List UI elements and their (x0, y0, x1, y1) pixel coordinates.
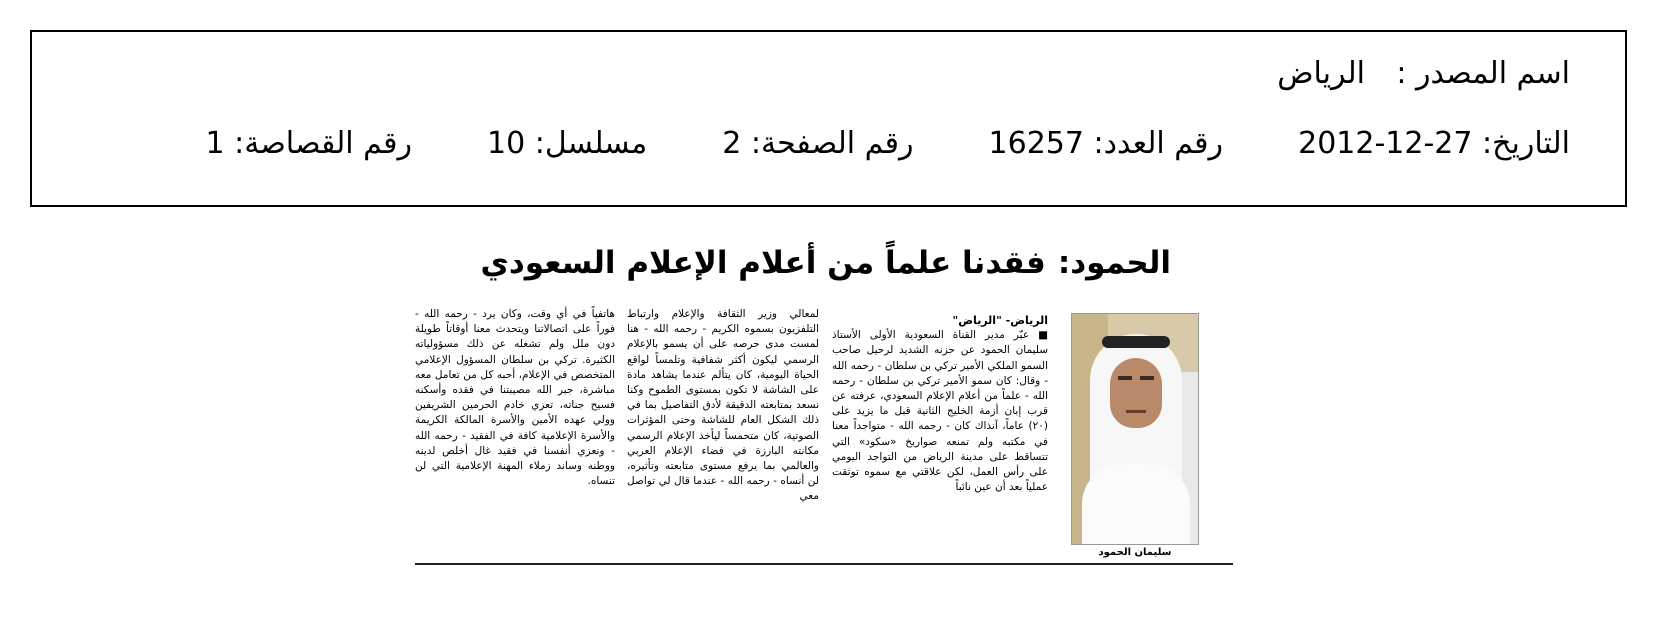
date-value: 2012-12-27 (1298, 126, 1473, 161)
source-label: اسم المصدر : (1396, 56, 1570, 91)
clip-number-label: رقم القصاصة: (234, 126, 412, 161)
serial-label: مسلسل: (534, 126, 648, 161)
headline-colon: : (1057, 245, 1071, 281)
article-column-2 (627, 307, 819, 505)
photo-face (1110, 358, 1162, 428)
photo-brow-left (1118, 376, 1132, 380)
article-headline (480, 245, 1171, 281)
bottom-rule (415, 563, 1233, 565)
headline-text: فقدنا علماً من أعلام الإعلام السعودي (480, 245, 1046, 281)
article-dateline: الرياض- "الرياض" (952, 314, 1048, 327)
photo-brow-right (1140, 376, 1154, 380)
serial-value: 10 (487, 126, 526, 161)
photo-agal (1102, 336, 1170, 348)
page-value: 2 (722, 126, 742, 161)
issue-value: 16257 (988, 126, 1084, 161)
clip-number-value: 1 (205, 126, 225, 161)
article-column-3 (415, 307, 615, 489)
article-column-1-text: ■ عبّر مدير القناة السعودية الأولى الأستاذ سليمان الحمود عن حزنه الشديد لرحيل صاحب السمو الملكي الأمير تركي بن سلطان - رحمه الله - وقال: كان سمو الأمير تركي بن سلطان - رحمه الله - علماً من أعلام الإعلام السعودي، عرفته عن قرب إبان أزمة الخليج الثانية قبل ما يزيد على (٢٠) عاماً، آنذاك كان - رحمه الله - متواجداً معنا في مكتبه ولم تمنعه صواريخ «سكود» التي تتساقط على مدينة الرياض من التواجد اليومي على رأس العمل، لكن علاقتي مع سموه توثقت عملياً بعد أن عين نائباً (832, 329, 1048, 494)
article-column-1 (832, 313, 1048, 495)
photo-mouth (1126, 410, 1146, 413)
details-row (206, 126, 1571, 161)
issue-label: رقم العدد: (1093, 126, 1224, 161)
clipping-metadata-box (30, 30, 1627, 207)
headline-name: الحمود (1070, 245, 1171, 281)
page-label: رقم الصفحة: (750, 126, 914, 161)
date-label: التاريخ: (1482, 126, 1570, 161)
source-value: الرياض (1277, 56, 1365, 91)
source-row (1277, 56, 1570, 91)
photo-caption: سليمان الحمود (1098, 547, 1172, 558)
article-column-3-text: هاتفياً في أي وقت، وكان يرد - رحمه الله - فوراً على اتصالاتنا ويتحدث معنا أوقاتاً طويلة دون ملل ولم تشغله عن ذلك مسؤولياته الكثيرة. تركي بن سلطان المسؤول الإعلامي المتخصص في الإعلام، أحبه كل من تعامل معه مباشرة، جبر الله مصيبتنا في فقده وأسكنه فسيح جناته، تعزي خادم الحرمين الشريفين وولي عهده الأمين والأسرة المالكة الكريمة والأسرة الإعلامية كافة في الفقيد - رحمه الله - ونعزي أنفسنا في فقيد غال أخلص لدينه ووطنه وساند زملاء المهنة الإعلامية التي لن تنساه. (415, 308, 615, 488)
portrait-photo (1071, 313, 1199, 545)
photo-thobe (1082, 464, 1190, 545)
article-column-2-text: لمعالي وزير الثقافة والإعلام وارتباط التلفزيون بسموه الكريم - رحمه الله - هنا لمست مدى حرصه على أن يسمو بالإعلام الرسمي ليكون أكثر شفافية وتلمساً لواقع الحياة اليومية، كان يتألم عندما يشاهد مادة على الشاشة لا تكون بمستوى الطموح وكنا نسعد بمتابعته الدقيقة لأدق التفاصيل بما في ذلك الشكل العام للشاشة وحتى المؤثرات الصوتية، كان متحمساً ليأخذ الإعلام الرسمي مكانته البارزة في فضاء الإعلام العربي والعالمي بما يرفع مستوى متابعته وتأثيره، لن أنساه - رحمه الله - عندما قال لي تواصل معي (627, 308, 819, 503)
newspaper-clipping (415, 245, 1233, 600)
